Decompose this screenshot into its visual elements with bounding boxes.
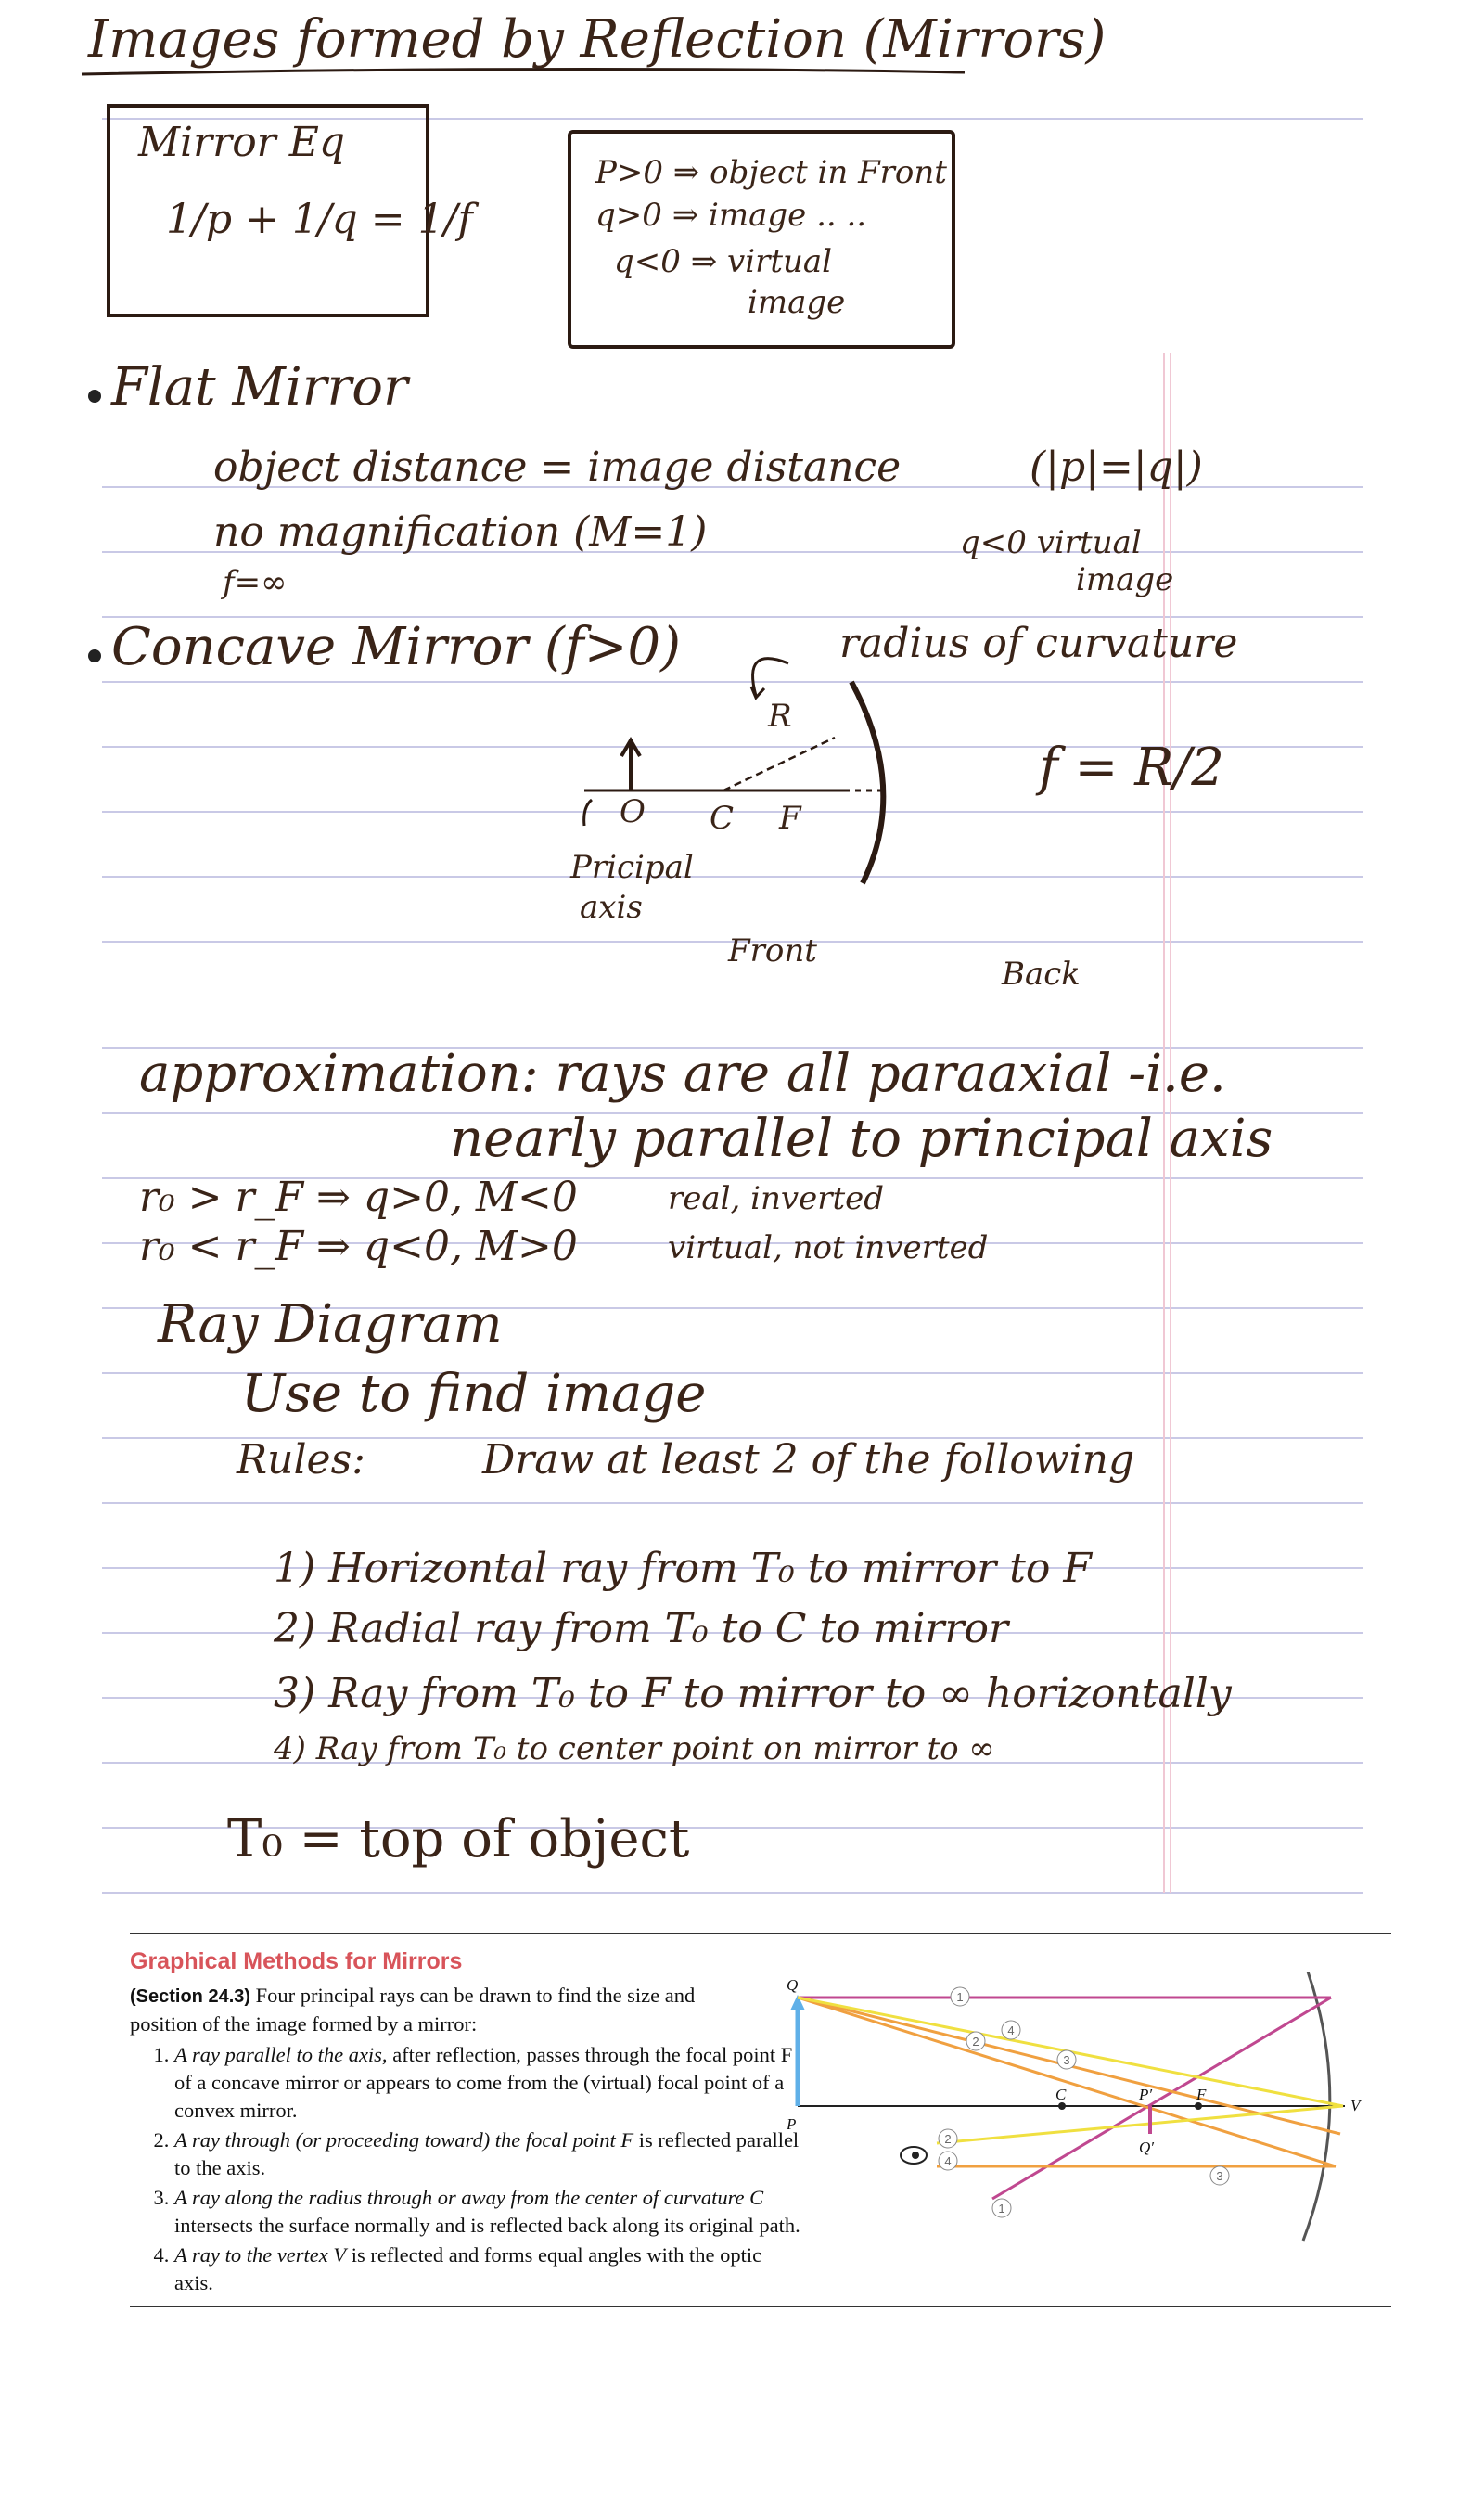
ray-4-number-b: 4	[944, 2154, 952, 2168]
mirror-eq-label: Mirror Eq	[138, 119, 345, 166]
rules-label: Rules:	[237, 1436, 365, 1484]
principal-ray-item	[174, 2041, 805, 2125]
label-F-printed: F	[1196, 2086, 1207, 2103]
label-F: F	[779, 800, 801, 837]
concave-mirror-heading: Concave Mirror (f>0)	[111, 617, 682, 677]
flat-mirror-heading: Flat Mirror	[111, 357, 408, 418]
label-axis: axis	[580, 889, 643, 926]
mirror-equation: 1/p + 1/q = 1/f	[166, 196, 473, 243]
label-back: Back	[1002, 956, 1081, 993]
flat-mirror-line2: no magnification (M=1)	[213, 508, 708, 556]
label-C-printed: C	[1055, 2086, 1067, 2103]
focal-point	[1195, 2102, 1202, 2110]
condition-virtual-image: image	[748, 284, 846, 321]
rules-intro: Draw at least 2 of the following	[482, 1436, 1135, 1484]
ray-3-text: intersects the surface normally and is reflected back along its original path.	[174, 2214, 800, 2237]
eye-icon	[901, 2147, 927, 2164]
flat-mirror-abs: (|p|=|q|)	[1030, 443, 1203, 491]
flat-mirror-virtual: q<0 virtual	[960, 524, 1142, 561]
label-Q: Q	[787, 1976, 799, 1994]
case-real-note: real, inverted	[668, 1180, 885, 1217]
ray-1-number-b: 1	[998, 2202, 1005, 2216]
definition-top-of-object: T₀ = top of object	[227, 1809, 690, 1869]
ray-2-number: 2	[972, 2035, 979, 2049]
case-real: r₀ > r_F ⇒ q>0, M<0	[139, 1174, 578, 1221]
label-P-prime: P′	[1139, 2086, 1153, 2103]
rule-2: 2) Radial ray from T₀ to C to mirror	[274, 1605, 1008, 1652]
ray-1-reflected	[992, 1998, 1331, 2199]
principal-rays-list	[130, 2041, 805, 2299]
focal-formula: f = R/2	[1039, 738, 1224, 798]
ray-1-lead: A ray parallel to the axis,	[174, 2043, 388, 2066]
rule-4: 4) Ray from T₀ to center point on mirror to ∞	[274, 1730, 995, 1767]
ray-4-number: 4	[1007, 2023, 1015, 2037]
label-C: C	[710, 800, 735, 837]
principal-rays-diagram	[761, 1972, 1391, 2250]
case-virtual-note: virtual, not inverted	[668, 1229, 989, 1266]
ray-diagram-heading: Ray Diagram	[158, 1294, 503, 1355]
ray-2-text: is reflected parallel to the axis.	[174, 2128, 800, 2179]
page-title: Images formed by Reflection (Mirrors)	[88, 9, 1107, 70]
ray-1-text: after reflection, passes through the focal point F of a concave mirror or appears to come from the (virtual) focal point of a convex mirror.	[174, 2043, 793, 2122]
graphical-methods-intro	[130, 1982, 761, 2038]
label-front: Front	[728, 932, 817, 970]
label-P: P	[787, 2115, 797, 2133]
flat-mirror-line1: object distance = image distance	[213, 443, 902, 491]
bullet-concave-mirror	[88, 649, 101, 662]
condition-q-pos: q>0 ⇒ image .. ..	[595, 197, 867, 234]
ray-2-lead: A ray through (or proceeding toward) the focal point F	[174, 2128, 634, 2152]
principal-ray-item	[174, 2242, 805, 2297]
concave-mirror-curve	[851, 682, 883, 883]
mirror-equation-box	[107, 104, 473, 317]
flat-mirror-image: image	[1076, 561, 1174, 598]
graphical-methods-heading: Graphical Methods for Mirrors	[130, 1948, 463, 1974]
ray-3-number: 3	[1063, 2053, 1070, 2067]
ray-3-lead: A ray along the radius through or away from the center of curvature C	[174, 2186, 764, 2209]
radius-line	[723, 738, 835, 790]
label-principal: Pricipal	[570, 849, 694, 886]
section-top-rule	[130, 1933, 1391, 1934]
case-virtual: r₀ < r_F ⇒ q<0, M>0	[139, 1223, 578, 1270]
ray-2-incident	[798, 1998, 1336, 2166]
label-R: R	[768, 698, 792, 735]
sign-conditions-box	[568, 130, 955, 349]
section-bottom-rule	[130, 2306, 1391, 2307]
principal-ray-item	[174, 2184, 805, 2240]
principal-axis-pointer	[584, 800, 592, 826]
radius-of-curvature-label: radius of curvature	[839, 620, 1238, 667]
label-O: O	[620, 793, 646, 830]
ray-diagram-use: Use to find image	[241, 1364, 707, 1424]
ray-3-number-b: 3	[1216, 2169, 1223, 2183]
label-Q-prime: Q′	[1139, 2139, 1154, 2156]
condition-p: P>0 ⇒ object in Front	[595, 154, 947, 191]
label-V: V	[1350, 2097, 1361, 2114]
principal-ray-item	[174, 2126, 805, 2182]
intro-text: Four principal rays can be drawn to find the size and position of the image formed by a mirror:	[130, 1984, 696, 2036]
radius-pointer-head	[751, 687, 764, 698]
section-reference: (Section 24.3)	[130, 1986, 251, 2007]
ray-4-text: is reflected and forms equal angles with the optic axis.	[174, 2243, 762, 2294]
rule-3: 3) Ray from T₀ to F to mirror to ∞ horizontally	[274, 1670, 1232, 1717]
approximation-line1: approximation: rays are all paraaxial -i.e.	[139, 1044, 1226, 1104]
ray-2-number-b: 2	[944, 2132, 952, 2146]
center-point	[1058, 2102, 1066, 2110]
ray-1-number: 1	[956, 1990, 964, 2004]
flat-mirror-focal: f=∞	[223, 564, 288, 601]
bullet-flat-mirror	[88, 390, 101, 403]
radius-pointer-arrow	[753, 659, 788, 696]
approximation-line2: nearly parallel to principal axis	[450, 1109, 1273, 1169]
rule-1: 1) Horizontal ray from T₀ to mirror to F	[274, 1545, 1092, 1592]
condition-q-neg: q<0 ⇒ virtual	[614, 243, 833, 280]
ray-4-lead: A ray to the vertex V	[174, 2243, 347, 2267]
